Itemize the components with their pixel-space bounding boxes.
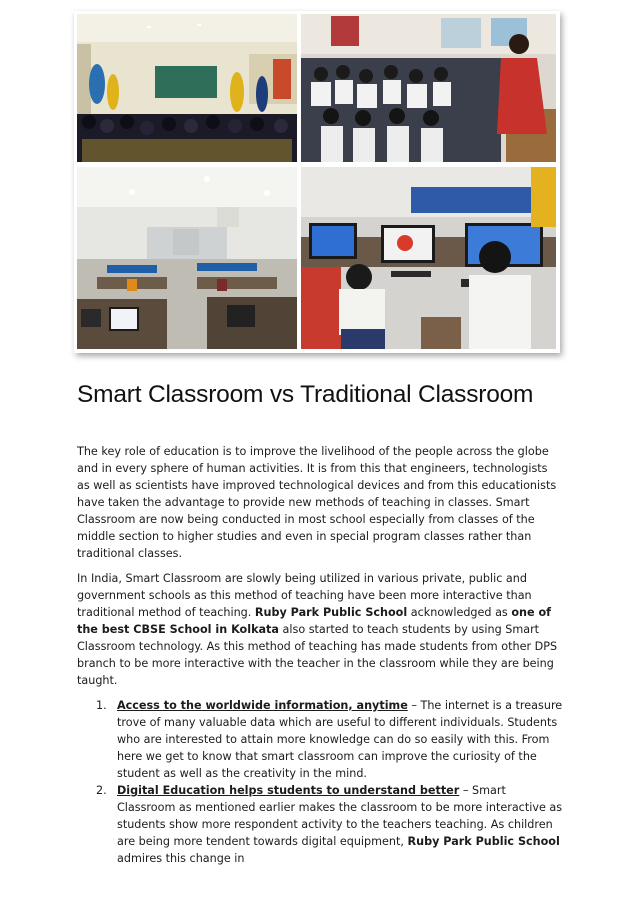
list-item xyxy=(77,782,563,867)
list-item-text: – Smart Classroom as mentioned earlier makes the classroom to be more interactive as students show more respondent activity to the teachers teaching. As children are being more tendent towards digital equipment, xyxy=(117,784,563,848)
photo-students-computers xyxy=(301,167,556,349)
list-item-heading: Access to the worldwide information, anytime xyxy=(117,699,408,712)
cbse-highlight: one of the best CBSE School in Kolkata xyxy=(77,606,551,636)
photo-collage xyxy=(74,11,560,353)
paragraph-india-part1: In India, Smart Classroom are slowly being utilized in various private, public and government schools as this method of teaching have been more interactive than traditional method of teaching. xyxy=(77,572,532,619)
list-item xyxy=(77,697,563,782)
photo-teacher-students xyxy=(301,14,556,162)
list-number: 1. xyxy=(96,699,107,712)
photo-classroom-gathering xyxy=(77,14,297,162)
list-number: 2. xyxy=(96,784,107,797)
school-name-highlight: Ruby Park Public School xyxy=(407,835,560,848)
school-name-highlight: Ruby Park Public School xyxy=(254,606,408,619)
list-item-heading: Digital Education helps students to understand better xyxy=(117,784,460,797)
article-body xyxy=(77,443,563,867)
page-title: Smart Classroom vs Traditional Classroom xyxy=(77,381,534,408)
paragraph-india-part2: acknowledged as xyxy=(407,606,512,619)
paragraph-india xyxy=(77,570,563,689)
photo-computer-lab xyxy=(77,167,297,349)
paragraph-india-part3: also started to teach students by using Smart Classroom technology. As this method of teaching has made students from other DPS branch to be more interactive with the teacher in the classroom while they are being taught. xyxy=(77,623,558,687)
list-item-text-end: admires this change in xyxy=(117,852,245,865)
list-item-text: – The internet is a treasure trove of many valuable data which are useful to different individuals. Students who are interested to attain more knowledge can do so easily with this. From here we get to know that smart classroom can improve the curiosity of the student as well as the creativity in the mind. xyxy=(117,699,563,780)
benefits-list xyxy=(77,697,563,867)
paragraph-intro: The key role of education is to improve the livelihood of the people across the globe and in every sphere of human activities. It is from this that engineers, technologists as well as scientists have improved technological devices and from this educationists have taken the advantage to provide new methods of teaching in classes. Smart Classroom are now being conducted in most school especially from classes of the middle section to higher studies and even in special program classes rather than traditional classes. xyxy=(77,445,557,560)
